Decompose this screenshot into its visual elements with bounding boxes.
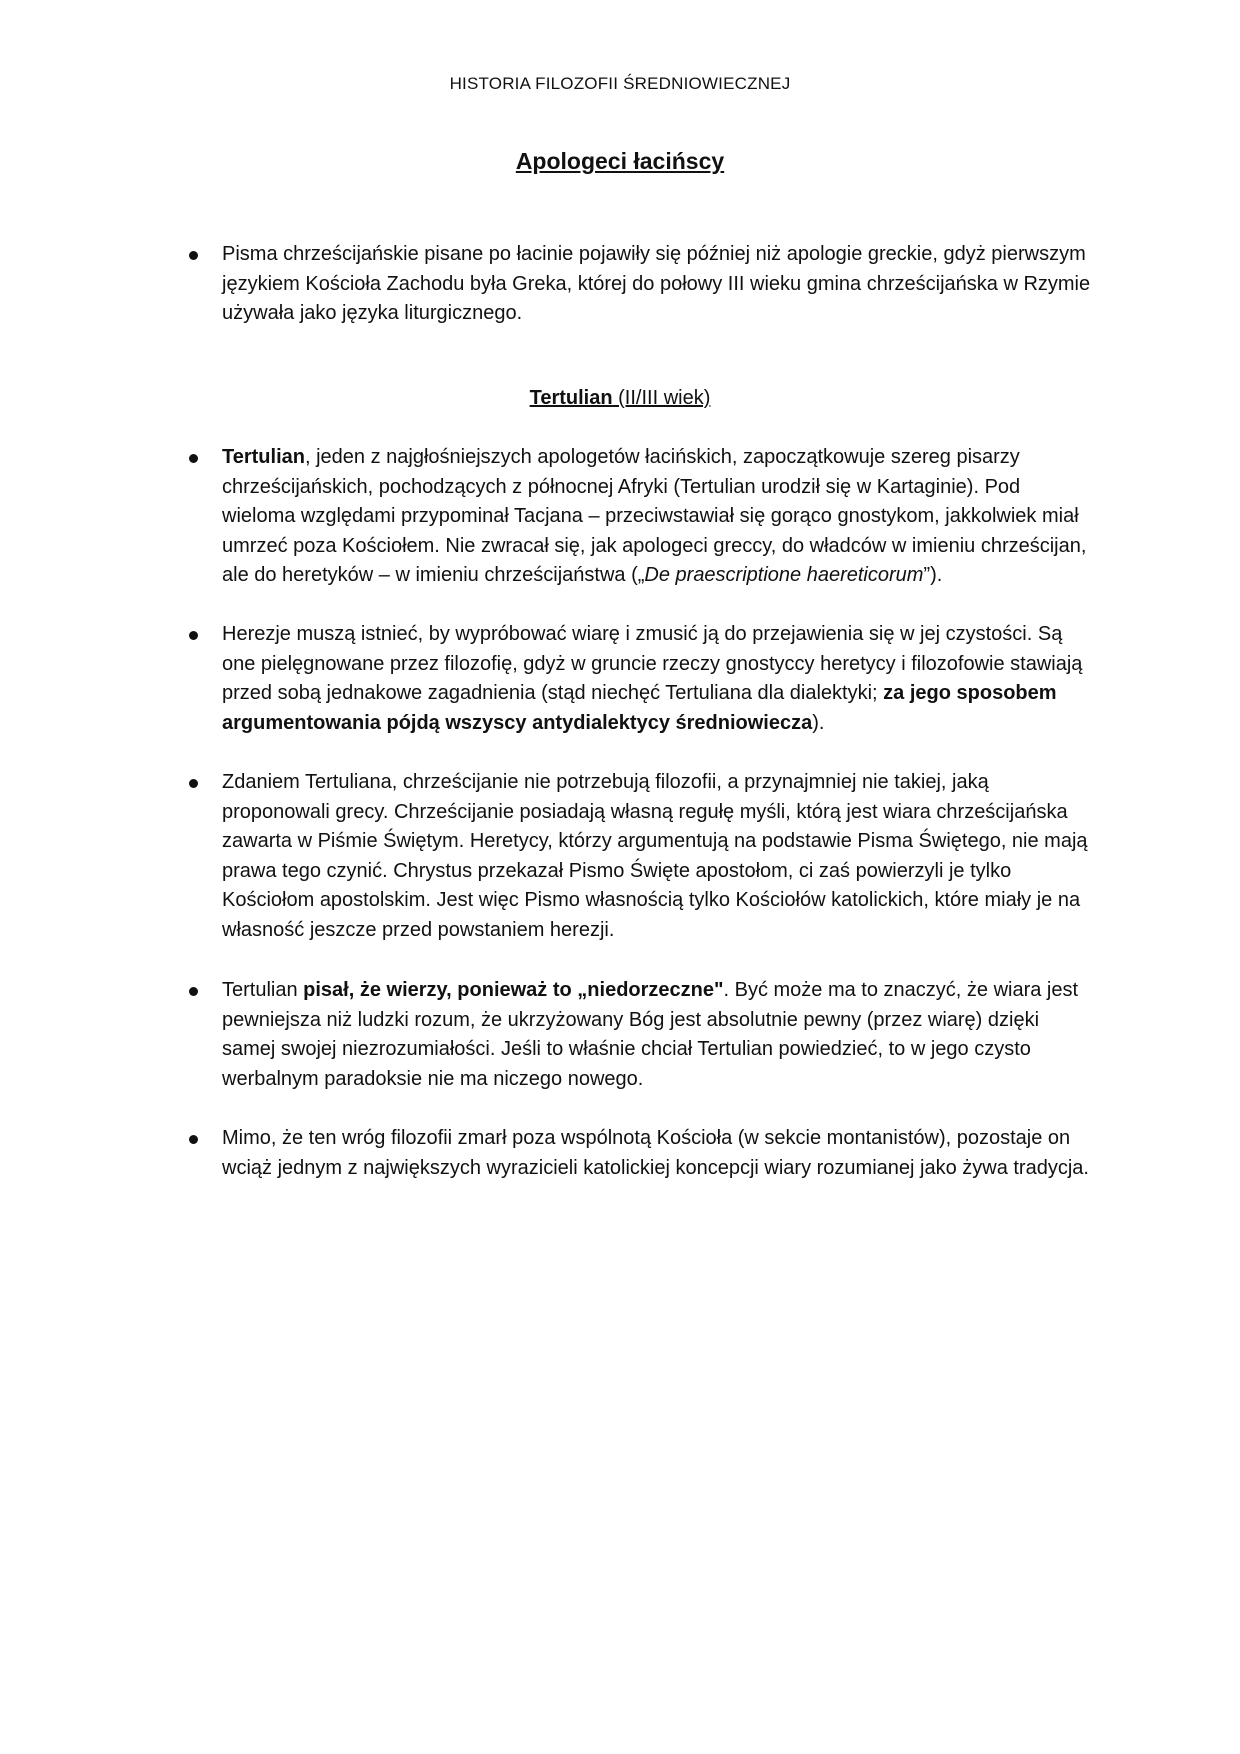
page-title: Apologeci łacińscy <box>515 148 725 174</box>
paragraph-text <box>222 620 1092 738</box>
list-item-5 <box>222 1124 1092 1183</box>
list-item-intro <box>222 240 1092 329</box>
text-segment: , jeden z najgłośniejszych apologetów łacińskich, zapoczątkowuje szereg pisarzy chrześcijańskich, pochodzących z północnej Afryki (Tertulian urodził się w Kartaginie). Pod wieloma względami przypominał Tacjana – przeciwstawiał się gorąco gnostykom, jakkolwiek miał umrzeć poza Kościołem. Nie zwracał się, jak apologeci greccy, do władców w imieniu chrześcijan, ale do heretyków – w imieniu chrześcijaństwa („ <box>222 446 1087 586</box>
paragraph-text: Mimo, że ten wróg filozofii zmarł poza wspólnotą Kościoła (w sekcie montanistów), pozostaje on wciąż jednym z największych wyrazicieli katolickiej koncepcji wiary rozumianej jako żywa tradycja. <box>222 1127 1089 1179</box>
paragraph-text <box>222 443 1092 591</box>
list-item-4 <box>222 976 1092 1094</box>
paragraph-text: Zdaniem Tertuliana, chrześcijanie nie potrzebują filozofii, a przynajmniej nie takiej, jaką proponowali grecy. Chrześcijanie posiadają własną regułę myśli, którą jest wiara chrześcijańska zawarta w Piśmie Świętym. Heretycy, którzy argumentują na podstawie Pisma Świętego, nie mają prawa tego czynić. Chrystus przekazał Pismo Święte apostołom, ci zaś powierzyli je tylko Kościołom apostolskim. Jest więc Pismo własnością tylko Kościołów katolickich, które miały je na własność jeszcze przed powstaniem herezji. <box>222 771 1088 941</box>
running-header: HISTORIA FILOZOFII ŚREDNIOWIECZNEJ <box>449 74 791 93</box>
list-item-2 <box>222 620 1092 738</box>
text-segment: Tertulian <box>222 979 304 1001</box>
bold-emphasis: pisał, że wierzy, ponieważ to „niedorzeczne" <box>303 979 724 1001</box>
paragraph-text <box>222 976 1092 1094</box>
work-title: De praescriptione haereticorum <box>644 564 924 586</box>
text-segment: ”). <box>923 564 943 586</box>
section-heading <box>0 387 1240 410</box>
bullet-icon <box>189 779 198 788</box>
list-item-3 <box>222 768 1092 945</box>
bullet-icon <box>189 987 198 996</box>
bold-emphasis: za jego sposobem argumentowania pójdą wszyscy antydialektycy średniowiecza <box>222 682 1057 734</box>
text-segment: Herezje muszą istnieć, by wypróbować wiarę i zmusić ją do przejawienia się w jej czystości. Są one pielęgnowane przez filozofię, gdyż w gruncie rzeczy gnostyccy heretycy i filozofowie stawiają przed sobą jednakowe zagadnienia (stąd niechęć Tertuliana dla dialektyki; <box>222 623 1083 704</box>
bullet-icon <box>189 631 198 640</box>
text-segment: . Być może ma to znaczyć, że wiara jest pewniejsza niż ludzki rozum, że ukrzyżowany Bóg jest absolutnie pewny (przez wiarę) dzięki samej swojej niezrozumiałości. Jeśli to właśnie chciał Tertulian powiedzieć, to w jego czysto werbalnym paradoksie nie ma niczego nowego. <box>222 979 1079 1090</box>
paragraph-text: Pisma chrześcijańskie pisane po łacinie pojawiły się później niż apologie greckie, gdyż pierwszym językiem Kościoła Zachodu była Greka, której do połowy III wieku gmina chrześcijańska w Rzymie używała jako języka liturgicznego. <box>222 243 1091 324</box>
section-heading-period: (II/III wiek) <box>612 387 711 409</box>
list-item-1 <box>222 443 1092 591</box>
section-heading-name: Tertulian <box>529 387 613 409</box>
bullet-icon <box>189 454 198 463</box>
text-segment: ). <box>812 711 825 734</box>
bullet-icon <box>189 1135 198 1144</box>
bullet-icon <box>189 251 198 260</box>
bold-name: Tertulian <box>222 446 305 468</box>
